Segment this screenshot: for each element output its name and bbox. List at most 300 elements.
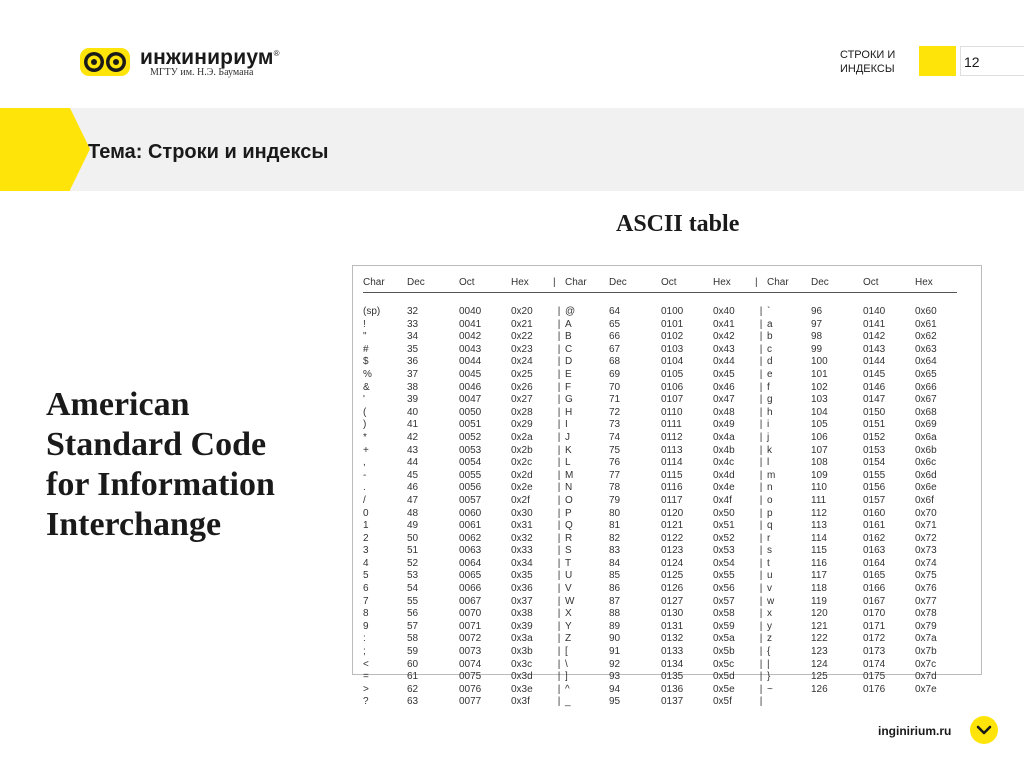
slide-title: Тема: Строки и индексы: [88, 141, 329, 163]
table-cell-oct: 0055: [459, 469, 482, 481]
table-cell-char: P: [565, 507, 572, 519]
table-cell-dec: [811, 696, 863, 709]
table-cell-oct: 0063: [459, 545, 482, 557]
table-cell-dec: 79: [609, 494, 621, 506]
page-number: 12: [964, 54, 980, 70]
table-cell-dec: 111: [811, 494, 827, 506]
table-cell-dec: 36: [407, 356, 419, 368]
table-cell-char: O: [565, 494, 573, 506]
table-cell-dec: 61: [407, 671, 419, 683]
table-cell-hex: 0x54: [713, 557, 735, 569]
table-cell-dec: 37: [407, 368, 419, 380]
column-header-hex: Hex: [915, 274, 957, 293]
table-cell-char: *: [363, 431, 367, 443]
table-cell-oct: 0173: [863, 646, 886, 658]
table-cell-char: 9: [363, 620, 369, 632]
logo-registered-mark: ®: [273, 49, 280, 58]
table-cell-char: A: [565, 318, 572, 330]
table-cell-hex: 0x74: [915, 557, 937, 569]
table-cell-separator: |: [759, 532, 763, 544]
table-cell-oct: 0142: [863, 331, 886, 343]
table-cell-oct: 0112: [661, 431, 683, 443]
table-cell-oct: 0064: [459, 557, 482, 569]
table-cell-char: F: [565, 381, 572, 393]
table-cell-dec: 100: [811, 356, 828, 368]
table-cell-dec: 97: [811, 318, 823, 330]
table-cell-hex: 0x60: [915, 306, 937, 317]
table-cell-dec: 35: [407, 343, 419, 355]
table-cell-hex: 0x4e: [713, 482, 735, 494]
table-cell-oct: 0124: [661, 557, 684, 569]
table-cell-dec: 82: [609, 532, 621, 544]
table-cell-char: n: [767, 482, 773, 494]
table-cell-dec: 49: [407, 520, 419, 532]
table-cell-char: g: [767, 394, 773, 406]
table-cell-char: |: [767, 658, 770, 670]
table-row: [363, 570, 957, 583]
table-cell-oct: 0132: [661, 633, 684, 645]
table-cell-separator: |: [557, 696, 561, 708]
table-cell-char: W: [565, 595, 575, 607]
table-cell-char: c: [767, 343, 772, 355]
table-cell-dec: 51: [407, 545, 419, 557]
table-cell-oct: 0101: [661, 318, 684, 330]
table-cell-dec: 122: [811, 633, 828, 645]
table-cell-oct: 0073: [459, 646, 482, 658]
table-cell-hex: 0x42: [713, 331, 735, 343]
table-cell-dec: 101: [811, 368, 828, 380]
ascii-full-name: [46, 385, 275, 545]
table-cell-hex: 0x40: [713, 306, 735, 317]
table-cell-separator: |: [759, 381, 763, 393]
table-cell-oct: 0135: [661, 671, 684, 683]
table-cell-oct: 0141: [863, 318, 886, 330]
table-cell-oct: 0102: [661, 331, 684, 343]
table-cell-char: G: [565, 394, 573, 406]
table-cell-char: f: [767, 381, 770, 393]
column-header-oct: Oct: [863, 274, 915, 293]
table-cell-separator: |: [759, 431, 763, 443]
logo-subtitle: МГТУ им. Н.Э. Баумана: [150, 67, 254, 78]
table-cell-hex: 0x6d: [915, 469, 937, 481]
table-cell-hex: 0x26: [511, 381, 533, 393]
table-cell-separator: |: [557, 595, 561, 607]
table-cell-hex: 0x46: [713, 381, 735, 393]
table-cell-oct: 0121: [661, 520, 684, 532]
table-cell-char: [767, 696, 811, 709]
table-cell-separator: |: [759, 482, 763, 494]
table-cell-char: i: [767, 419, 770, 431]
table-cell-dec: 74: [609, 431, 621, 443]
table-cell-hex: 0x4f: [713, 494, 732, 506]
table-cell-hex: 0x39: [511, 620, 533, 632]
table-cell-char: =: [363, 671, 369, 683]
table-cell-oct: 0153: [863, 444, 886, 456]
table-cell-separator: |: [759, 583, 763, 595]
table-cell-hex: 0x49: [713, 419, 735, 431]
table-cell-char: ;: [363, 646, 366, 658]
table-cell-dec: 93: [609, 671, 621, 683]
table-cell-hex: 0x6c: [915, 457, 937, 469]
table-cell-oct: 0066: [459, 583, 482, 595]
table-cell-oct: 0107: [661, 394, 684, 406]
table-cell-dec: 39: [407, 394, 419, 406]
column-header-separator: |: [755, 274, 767, 293]
table-cell-char: 7: [363, 595, 369, 607]
table-cell-char: J: [565, 431, 570, 443]
table-cell-dec: 109: [811, 469, 828, 481]
table-cell-hex: 0x7d: [915, 671, 937, 683]
table-cell-separator: |: [759, 444, 763, 456]
table-cell-char: R: [565, 532, 573, 544]
table-cell-hex: 0x64: [915, 356, 937, 368]
table-cell-char: w: [767, 595, 775, 607]
table-cell-dec: 48: [407, 507, 419, 519]
table-cell-separator: |: [759, 469, 763, 481]
table-cell-oct: 0116: [661, 482, 683, 494]
table-cell-oct: 0161: [863, 520, 886, 532]
table-cell-hex: 0x78: [915, 608, 937, 620]
table-cell-dec: 121: [811, 620, 828, 632]
table-cell-hex: 0x57: [713, 595, 735, 607]
table-header-row: [363, 274, 957, 293]
table-cell-dec: 113: [811, 520, 827, 532]
table-cell-char: :: [363, 633, 366, 645]
table-cell-separator: |: [557, 444, 561, 456]
table-cell-separator: |: [759, 368, 763, 380]
table-cell-hex: 0x32: [511, 532, 533, 544]
table-cell-dec: 34: [407, 331, 419, 343]
table-cell-char: L: [565, 457, 571, 469]
table-cell-oct: 0050: [459, 406, 482, 418]
table-cell-separator: |: [759, 507, 763, 519]
column-header-oct: Oct: [459, 274, 511, 293]
table-row: [363, 696, 957, 709]
table-cell-hex: 0x79: [915, 620, 937, 632]
column-header-char: Char: [565, 274, 609, 293]
table-cell-char: ": [363, 331, 367, 343]
table-cell-separator: |: [759, 620, 763, 632]
table-cell-dec: 69: [609, 368, 621, 380]
table-cell-char: N: [565, 482, 573, 494]
table-cell-char: {: [767, 646, 771, 658]
table-cell-dec: 40: [407, 406, 419, 418]
table-cell-char: (: [363, 406, 367, 418]
table-row: [363, 306, 957, 319]
table-cell-hex: 0x2a: [511, 431, 533, 443]
table-cell-char: q: [767, 520, 773, 532]
table-cell-dec: 106: [811, 431, 828, 443]
table-cell-separator: |: [557, 583, 561, 595]
logo-name: инжинириум®: [140, 46, 280, 69]
table-row: [363, 382, 957, 395]
table-cell-hex: 0x5b: [713, 646, 735, 658]
table-cell-dec: 104: [811, 406, 828, 418]
table-cell-separator: |: [759, 394, 763, 406]
table-cell-oct: 0144: [863, 356, 886, 368]
table-cell-separator: |: [557, 331, 561, 343]
table-cell-oct: 0114: [661, 457, 683, 469]
table-cell-char: a: [767, 318, 773, 330]
table-cell-dec: 92: [609, 658, 621, 670]
table-cell-oct: 0166: [863, 583, 886, 595]
table-cell-dec: 120: [811, 608, 828, 620]
table-cell-char: .: [363, 482, 366, 494]
table-cell-hex: 0x31: [511, 520, 533, 532]
table-cell-oct: 0176: [863, 683, 886, 695]
table-cell-hex: 0x45: [713, 368, 735, 380]
table-cell-separator: |: [759, 570, 763, 582]
table-cell-dec: 43: [407, 444, 419, 456]
table-row: [363, 344, 957, 357]
table-cell-dec: 53: [407, 570, 419, 582]
table-cell-oct: 0067: [459, 595, 482, 607]
table-cell-hex: 0x35: [511, 570, 533, 582]
table-cell-oct: 0052: [459, 431, 482, 443]
table-cell-dec: 68: [609, 356, 621, 368]
table-cell-dec: 94: [609, 683, 621, 695]
table-cell-dec: 117: [811, 570, 827, 582]
table-cell-dec: 47: [407, 494, 419, 506]
table-cell-char: b: [767, 331, 773, 343]
table-row: [363, 394, 957, 407]
table-cell-char: &: [363, 381, 370, 393]
table-cell-char: }: [767, 671, 771, 683]
table-cell-oct: 0051: [459, 419, 482, 431]
table-cell-separator: |: [557, 658, 561, 670]
table-cell-hex: 0x4a: [713, 431, 735, 443]
table-cell-char: 1: [363, 520, 369, 532]
table-cell-oct: 0133: [661, 646, 684, 658]
table-cell-oct: 0160: [863, 507, 886, 519]
table-cell-oct: 0115: [661, 469, 683, 481]
table-cell-char: z: [767, 633, 772, 645]
table-cell-separator: |: [557, 381, 561, 393]
table-cell-char: H: [565, 406, 573, 418]
table-cell-char: (sp): [363, 306, 381, 317]
table-cell-separator: |: [759, 646, 763, 658]
table-cell-dec: 103: [811, 394, 828, 406]
table-cell-oct: 0065: [459, 570, 482, 582]
header-accent-square: [919, 46, 956, 76]
table-cell-oct: 0043: [459, 343, 482, 355]
table-cell-oct: 0042: [459, 331, 482, 343]
table-cell-char: ?: [363, 696, 369, 708]
table-cell-separator: |: [557, 343, 561, 355]
table-cell-hex: 0x77: [915, 595, 937, 607]
table-cell-dec: 116: [811, 557, 827, 569]
table-cell-hex: 0x72: [915, 532, 937, 544]
table-cell-char: %: [363, 368, 372, 380]
table-cell-separator: |: [557, 406, 561, 418]
footer-site-link[interactable]: inginirium.ru: [878, 724, 952, 738]
table-cell-char: ,: [363, 457, 366, 469]
table-row: [363, 495, 957, 508]
table-cell-hex: 0x7a: [915, 633, 937, 645]
table-row: [363, 470, 957, 483]
table-cell-hex: 0x7b: [915, 646, 937, 658]
table-cell-dec: 78: [609, 482, 621, 494]
table-cell-hex: 0x22: [511, 331, 533, 343]
table-heading: ASCII table: [616, 211, 740, 237]
table-cell-oct: 0122: [661, 532, 684, 544]
table-cell-hex: 0x44: [713, 356, 735, 368]
table-cell-dec: 56: [407, 608, 419, 620]
table-cell-hex: 0x5a: [713, 633, 735, 645]
column-header-separator: |: [553, 274, 565, 293]
table-cell-dec: 83: [609, 545, 621, 557]
table-cell-hex: 0x2d: [511, 469, 533, 481]
table-cell-char: 5: [363, 570, 369, 582]
table-row: [363, 545, 957, 558]
table-cell-hex: 0x61: [915, 318, 937, 330]
table-cell-hex: 0x55: [713, 570, 735, 582]
table-cell-oct: 0151: [863, 419, 886, 431]
table-cell-char: !: [363, 318, 366, 330]
table-cell-hex: 0x63: [915, 343, 937, 355]
table-cell-hex: 0x65: [915, 368, 937, 380]
table-cell-oct: 0127: [661, 595, 684, 607]
table-cell-char: I: [565, 419, 568, 431]
table-cell-dec: 119: [811, 595, 827, 607]
table-cell-dec: 54: [407, 583, 419, 595]
table-body: [363, 306, 957, 709]
table-cell-char: ]: [565, 671, 568, 683]
table-cell-separator: |: [759, 318, 763, 330]
table-cell-hex: 0x3a: [511, 633, 533, 645]
table-cell-oct: 0074: [459, 658, 482, 670]
table-cell-char: V: [565, 583, 572, 595]
table-cell-separator: |: [557, 457, 561, 469]
ascii-full-name-line: Standard Code: [46, 426, 267, 463]
table-row: [363, 533, 957, 546]
table-cell-char: ': [363, 394, 365, 406]
table-cell-char: /: [363, 494, 366, 506]
header-topic: [840, 48, 895, 76]
table-cell-separator: |: [557, 633, 561, 645]
table-cell-hex: 0x6f: [915, 494, 934, 506]
table-cell-oct: 0136: [661, 683, 684, 695]
table-cell-separator: |: [759, 306, 763, 317]
table-cell-dec: 81: [609, 520, 621, 532]
table-row: [363, 508, 957, 521]
table-cell-hex: 0x7c: [915, 658, 937, 670]
table-row: [363, 445, 957, 458]
table-cell-hex: 0x2f: [511, 494, 530, 506]
table-cell-dec: 67: [609, 343, 621, 355]
table-cell-oct: 0162: [863, 532, 886, 544]
table-cell-separator: |: [557, 306, 561, 317]
table-cell-separator: |: [759, 671, 763, 683]
table-cell-dec: 110: [811, 482, 827, 494]
table-cell-dec: 114: [811, 532, 827, 544]
table-cell-oct: 0134: [661, 658, 684, 670]
table-cell-char: B: [565, 331, 572, 343]
table-cell-oct: 0070: [459, 608, 482, 620]
table-cell-separator: |: [557, 394, 561, 406]
table-cell-dec: 80: [609, 507, 621, 519]
table-cell-dec: 32: [407, 306, 419, 317]
table-cell-separator: |: [557, 356, 561, 368]
table-cell-dec: 64: [609, 306, 621, 317]
ascii-full-name-line: Interchange: [46, 506, 222, 543]
chevron-down-icon: [977, 725, 991, 735]
table-cell-char: y: [767, 620, 772, 632]
table-cell-char: x: [767, 608, 772, 620]
table-cell-hex: 0x34: [511, 557, 533, 569]
table-cell-oct: 0154: [863, 457, 886, 469]
table-cell-separator: |: [557, 318, 561, 330]
table-cell-char: t: [767, 557, 770, 569]
table-cell-dec: 71: [609, 394, 621, 406]
table-cell-oct: 0167: [863, 595, 886, 607]
table-cell-char: `: [767, 306, 771, 317]
table-row: [363, 583, 957, 596]
table-cell-char: D: [565, 356, 573, 368]
table-row: [363, 432, 957, 445]
table-cell-separator: |: [557, 608, 561, 620]
table-cell-dec: 87: [609, 595, 621, 607]
table-cell-separator: |: [759, 520, 763, 532]
table-row: [363, 319, 957, 332]
table-cell-oct: 0125: [661, 570, 684, 582]
table-cell-dec: 108: [811, 457, 828, 469]
table-cell-char: h: [767, 406, 773, 418]
table-cell-hex: 0x38: [511, 608, 533, 620]
table-cell-hex: 0x7e: [915, 683, 937, 695]
table-cell-char: l: [767, 457, 770, 469]
table-cell-hex: 0x2c: [511, 457, 533, 469]
table-cell-oct: 0075: [459, 671, 482, 683]
table-cell-separator: |: [759, 343, 763, 355]
table-cell-oct: 0155: [863, 469, 886, 481]
table-cell-oct: 0131: [661, 620, 684, 632]
table-cell-dec: 96: [811, 306, 823, 317]
table-cell-hex: 0x28: [511, 406, 533, 418]
table-cell-dec: 124: [811, 658, 828, 670]
table-cell-oct: 0123: [661, 545, 684, 557]
table-cell-char: _: [565, 696, 571, 708]
table-cell-oct: 0165: [863, 570, 886, 582]
table-cell-oct: 0172: [863, 633, 886, 645]
table-row: [363, 520, 957, 533]
table-cell-hex: 0x30: [511, 507, 533, 519]
table-cell-hex: 0x59: [713, 620, 735, 632]
table-cell-char: 6: [363, 583, 369, 595]
footer-scroll-button[interactable]: [970, 716, 998, 744]
table-cell-hex: 0x37: [511, 595, 533, 607]
table-cell-oct: 0046: [459, 381, 482, 393]
table-cell-hex: 0x43: [713, 343, 735, 355]
column-header-dec: Dec: [407, 274, 459, 293]
table-cell-char: o: [767, 494, 773, 506]
title-band-accent: [0, 108, 70, 191]
table-row: [363, 482, 957, 495]
table-cell-separator: |: [557, 469, 561, 481]
table-cell-oct: 0140: [863, 306, 886, 317]
table-cell-separator: |: [557, 620, 561, 632]
table-cell-hex: 0x4c: [713, 457, 735, 469]
table-cell-char: U: [565, 570, 573, 582]
table-cell-char: ): [363, 419, 367, 431]
ascii-full-name-line: for Information: [46, 466, 275, 503]
table-cell-char: p: [767, 507, 773, 519]
table-cell-hex: 0x4b: [713, 444, 735, 456]
table-row: [363, 684, 957, 697]
table-cell-separator: |: [557, 683, 561, 695]
table-cell-hex: 0x66: [915, 381, 937, 393]
table-cell-hex: 0x48: [713, 406, 735, 418]
